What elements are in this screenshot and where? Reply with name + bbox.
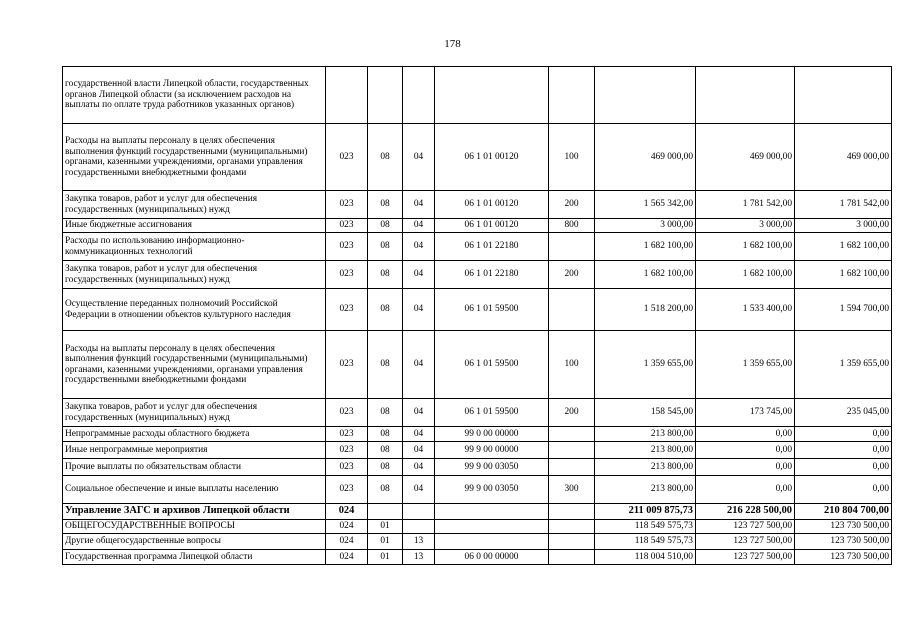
amount-cell-2: 123 727 500,00	[696, 520, 795, 534]
table-row	[63, 219, 892, 233]
section-code-cell: 08	[368, 289, 403, 331]
target-article-cell: 06 1 01 59500	[435, 331, 549, 399]
amount-cell-2: 173 745,00	[696, 399, 795, 427]
row-name-cell: Закупка товаров, работ и услуг для обеспечения государственных (муниципальных) нужд	[63, 191, 326, 219]
ministry-code-cell: 023	[326, 459, 368, 476]
amount-cell-1: 158 545,00	[595, 399, 696, 427]
row-name-cell: Прочие выплаты по обязательствам области	[63, 459, 326, 476]
section-code-cell: 08	[368, 124, 403, 191]
amount-cell-3: 3 000,00	[795, 219, 892, 233]
ministry-code-cell: 023	[326, 191, 368, 219]
section-code-cell: 08	[368, 219, 403, 233]
target-article-cell: 99 0 00 00000	[435, 427, 549, 442]
amount-cell-2: 0,00	[696, 427, 795, 442]
amount-cell-2: 0,00	[696, 442, 795, 459]
amount-cell-1: 469 000,00	[595, 124, 696, 191]
amount-cell-3: 1 682 100,00	[795, 261, 892, 289]
amount-cell-2: 0,00	[696, 476, 795, 504]
amount-cell-1: 213 800,00	[595, 427, 696, 442]
ministry-code-cell	[326, 67, 368, 124]
amount-cell-2: 1 781 542,00	[696, 191, 795, 219]
expense-type-cell	[549, 442, 595, 459]
target-article-cell	[435, 534, 549, 550]
amount-cell-1: 1 518 200,00	[595, 289, 696, 331]
section-code-cell	[368, 504, 403, 520]
row-name-cell: Закупка товаров, работ и услуг для обеспечения государственных (муниципальных) нужд	[63, 399, 326, 427]
ministry-code-cell: 023	[326, 289, 368, 331]
row-name-cell: государственной власти Липецкой области, государственных органов Липецкой области (за исключением расходов на выплаты по оплате труда работников указанных органов)	[63, 67, 326, 124]
target-article-cell: 06 1 01 00120	[435, 124, 549, 191]
section-code-cell: 08	[368, 399, 403, 427]
amount-cell-1: 118 549 575,73	[595, 520, 696, 534]
section-code-cell: 01	[368, 534, 403, 550]
row-name-cell: Иные бюджетные ассигнования	[63, 219, 326, 233]
table-row	[63, 331, 892, 399]
expense-type-cell	[549, 233, 595, 261]
table-row	[63, 261, 892, 289]
amount-cell-2: 0,00	[696, 459, 795, 476]
expense-type-cell	[549, 550, 595, 565]
expense-type-cell	[549, 459, 595, 476]
row-name-cell: Другие общегосударственные вопросы	[63, 534, 326, 550]
subsection-code-cell: 04	[403, 476, 435, 504]
section-code-cell: 08	[368, 191, 403, 219]
amount-cell-3: 1 594 700,00	[795, 289, 892, 331]
target-article-cell: 99 9 00 00000	[435, 442, 549, 459]
section-code-cell: 08	[368, 427, 403, 442]
row-name-cell: Управление ЗАГС и архивов Липецкой области	[63, 504, 326, 520]
amount-cell-1: 118 549 575,73	[595, 534, 696, 550]
expense-type-cell: 200	[549, 399, 595, 427]
table-row	[63, 442, 892, 459]
table-row	[63, 534, 892, 550]
target-article-cell: 99 9 00 03050	[435, 459, 549, 476]
expense-type-cell: 100	[549, 124, 595, 191]
subsection-code-cell: 04	[403, 289, 435, 331]
section-code-cell: 08	[368, 331, 403, 399]
row-name-cell: Расходы по использованию информационно-коммуникационных технологий	[63, 233, 326, 261]
target-article-cell: 99 9 00 03050	[435, 476, 549, 504]
ministry-code-cell: 023	[326, 442, 368, 459]
budget-table	[62, 66, 892, 565]
section-code-cell: 08	[368, 261, 403, 289]
target-article-cell	[435, 520, 549, 534]
amount-cell-1: 1 682 100,00	[595, 261, 696, 289]
amount-cell-3: 123 730 500,00	[795, 550, 892, 565]
ministry-code-cell: 023	[326, 233, 368, 261]
table-row	[63, 520, 892, 534]
row-name-cell: Закупка товаров, работ и услуг для обеспечения государственных (муниципальных) нужд	[63, 261, 326, 289]
subsection-code-cell	[403, 67, 435, 124]
page-number: 178	[444, 38, 461, 50]
expense-type-cell	[549, 504, 595, 520]
ministry-code-cell: 023	[326, 261, 368, 289]
table-row	[63, 124, 892, 191]
amount-cell-1: 1 565 342,00	[595, 191, 696, 219]
subsection-code-cell: 04	[403, 459, 435, 476]
table-row	[63, 550, 892, 565]
amount-cell-3: 123 730 500,00	[795, 534, 892, 550]
ministry-code-cell: 023	[326, 427, 368, 442]
expense-type-cell	[549, 534, 595, 550]
subsection-code-cell: 04	[403, 261, 435, 289]
expense-type-cell	[549, 427, 595, 442]
target-article-cell: 06 1 01 22180	[435, 261, 549, 289]
row-name-cell: Государственная программа Липецкой области	[63, 550, 326, 565]
subsection-code-cell: 04	[403, 427, 435, 442]
amount-cell-3: 0,00	[795, 442, 892, 459]
section-code-cell: 08	[368, 233, 403, 261]
target-article-cell	[435, 67, 549, 124]
table-row	[63, 427, 892, 442]
table-row	[63, 289, 892, 331]
subsection-code-cell: 04	[403, 233, 435, 261]
subsection-code-cell: 13	[403, 534, 435, 550]
subsection-code-cell: 04	[403, 399, 435, 427]
row-name-cell: ОБЩЕГОСУДАРСТВЕННЫЕ ВОПРОСЫ	[63, 520, 326, 534]
amount-cell-1: 1 359 655,00	[595, 331, 696, 399]
row-name-cell: Осуществление переданных полномочий Российской Федерации в отношении объектов культурного наследия	[63, 289, 326, 331]
amount-cell-2: 123 727 500,00	[696, 550, 795, 565]
expense-type-cell: 200	[549, 191, 595, 219]
amount-cell-2: 469 000,00	[696, 124, 795, 191]
ministry-code-cell: 023	[326, 124, 368, 191]
expense-type-cell: 100	[549, 331, 595, 399]
table-row	[63, 191, 892, 219]
target-article-cell: 06 1 01 22180	[435, 233, 549, 261]
subsection-code-cell: 04	[403, 191, 435, 219]
expense-type-cell	[549, 289, 595, 331]
amount-cell-3: 210 804 700,00	[795, 504, 892, 520]
ministry-code-cell: 023	[326, 331, 368, 399]
amount-cell-2: 1 682 100,00	[696, 233, 795, 261]
section-code-cell: 08	[368, 476, 403, 504]
row-name-cell: Иные непрограммные мероприятия	[63, 442, 326, 459]
target-article-cell: 06 1 01 59500	[435, 289, 549, 331]
ministry-code-cell: 024	[326, 520, 368, 534]
expense-type-cell: 200	[549, 261, 595, 289]
subsection-code-cell: 04	[403, 331, 435, 399]
table-row	[63, 399, 892, 427]
expense-type-cell: 800	[549, 219, 595, 233]
amount-cell-3: 123 730 500,00	[795, 520, 892, 534]
table-row	[63, 67, 892, 124]
amount-cell-1: 3 000,00	[595, 219, 696, 233]
ministry-code-cell: 024	[326, 534, 368, 550]
amount-cell-2: 1 682 100,00	[696, 261, 795, 289]
row-name-cell: Расходы на выплаты персоналу в целях обеспечения выполнения функций государственными (муниципальными) органами, казенными учреждениями, органами управления государственными внебюджетными фондами	[63, 331, 326, 399]
ministry-code-cell: 024	[326, 550, 368, 565]
amount-cell-1: 211 009 875,73	[595, 504, 696, 520]
target-article-cell: 06 1 01 00120	[435, 219, 549, 233]
section-code-cell: 08	[368, 442, 403, 459]
table-row	[63, 459, 892, 476]
amount-cell-2: 1 533 400,00	[696, 289, 795, 331]
subsection-code-cell	[403, 520, 435, 534]
subsection-code-cell: 13	[403, 550, 435, 565]
subsection-code-cell: 04	[403, 219, 435, 233]
row-name-cell: Расходы на выплаты персоналу в целях обеспечения выполнения функций государственными (муниципальными) органами, казенными учреждениями, органами управления государственными внебюджетными фондами	[63, 124, 326, 191]
amount-cell-2: 123 727 500,00	[696, 534, 795, 550]
expense-type-cell	[549, 520, 595, 534]
section-code-cell: 01	[368, 520, 403, 534]
amount-cell-1	[595, 67, 696, 124]
section-code-cell	[368, 67, 403, 124]
subsection-code-cell: 04	[403, 124, 435, 191]
amount-cell-3: 469 000,00	[795, 124, 892, 191]
section-code-cell: 01	[368, 550, 403, 565]
amount-cell-3: 1 781 542,00	[795, 191, 892, 219]
target-article-cell	[435, 504, 549, 520]
amount-cell-3: 1 682 100,00	[795, 233, 892, 261]
table-row	[63, 476, 892, 504]
subsection-code-cell	[403, 504, 435, 520]
amount-cell-3	[795, 67, 892, 124]
target-article-cell: 06 1 01 59500	[435, 399, 549, 427]
amount-cell-2: 1 359 655,00	[696, 331, 795, 399]
amount-cell-3: 235 045,00	[795, 399, 892, 427]
target-article-cell: 06 1 01 00120	[435, 191, 549, 219]
amount-cell-3: 0,00	[795, 459, 892, 476]
ministry-code-cell: 023	[326, 399, 368, 427]
row-name-cell: Социальное обеспечение и иные выплаты населению	[63, 476, 326, 504]
amount-cell-2: 3 000,00	[696, 219, 795, 233]
subsection-code-cell: 04	[403, 442, 435, 459]
amount-cell-1: 213 800,00	[595, 476, 696, 504]
amount-cell-2: 216 228 500,00	[696, 504, 795, 520]
table-row	[63, 233, 892, 261]
amount-cell-1: 118 004 510,00	[595, 550, 696, 565]
table-row	[63, 504, 892, 520]
ministry-code-cell: 023	[326, 476, 368, 504]
section-code-cell: 08	[368, 459, 403, 476]
expense-type-cell: 300	[549, 476, 595, 504]
amount-cell-3: 0,00	[795, 427, 892, 442]
target-article-cell: 06 0 00 00000	[435, 550, 549, 565]
amount-cell-3: 0,00	[795, 476, 892, 504]
ministry-code-cell: 024	[326, 504, 368, 520]
amount-cell-1: 213 800,00	[595, 442, 696, 459]
amount-cell-1: 1 682 100,00	[595, 233, 696, 261]
ministry-code-cell: 023	[326, 219, 368, 233]
amount-cell-1: 213 800,00	[595, 459, 696, 476]
row-name-cell: Непрограммные расходы областного бюджета	[63, 427, 326, 442]
expense-type-cell	[549, 67, 595, 124]
amount-cell-2	[696, 67, 795, 124]
amount-cell-3: 1 359 655,00	[795, 331, 892, 399]
